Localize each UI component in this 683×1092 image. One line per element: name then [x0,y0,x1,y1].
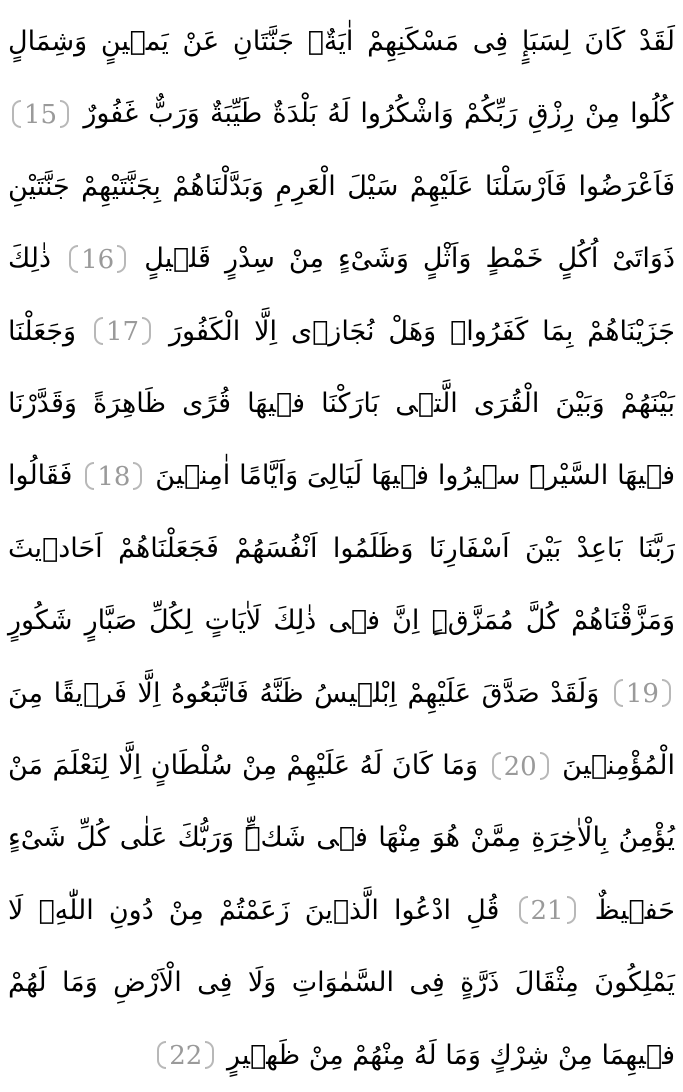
verse-number: 19 [625,679,659,710]
verse-text: قُلِ ادْعُوا الَّذٖينَ زَعَمْتُمْ مِنْ دُونِ اللّٰهِۚ لَا يَمْلِكُونَ مِثْقَالَ ذَرَّةٍ فِى السَّمٰوَاتِ وَلَا فِى الْاَرْضِ وَمَا لَهُمْ فٖيهِمَا مِنْ شِرْكٍ وَمَا لَهُ مِنْهُمْ مِنْ ظَهٖيرٍ [8,894,675,1071]
verse-number-ornament-icon [85,460,142,494]
verse-text: وَجَعَلْنَا بَيْنَهُمْ وَبَيْنَ الْقُرَى الَّتٖى بَارَكْنَا فٖيهَا قُرًى ظَاهِرَةً وَقَدَّرْنَا فٖيهَا السَّيْرَۜ سٖيرُوا فٖيهَا لَيَالِىَ وَاَيَّامًا اٰمِنٖينَ [8,315,675,492]
verse-number: 17 [105,317,140,348]
verse-text-block [8,6,675,1092]
verse-text: لَقَدْ كَانَ لِسَبَإٍ فِى مَسْكَنِهِمْ اٰيَةٌۚ جَنَّتَانِ عَنْ يَمٖينٍ وَشِمَالٍ كُلُوا مِنْ رِزْقِ رَبِّكُمْ وَاشْكُرُوا لَهُ بَلْدَةٌ طَيِّبَةٌ وَرَبٌّ غَفُورٌ [8,26,675,130]
verse-text: وَلَقَدْ صَدَّقَ عَلَيْهِمْ اِبْلٖيسُ ظَنَّهُ فَاتَّبَعُوهُ اِلَّا فَرٖيقًا مِنَ الْمُؤْمِنٖينَ [8,677,675,782]
verse-number: 15 [24,99,58,130]
verse-text: فَقَالُوا رَبَّنَا بَاعِدْ بَيْنَ اَسْفَارِنَا وَظَلَمُوا اَنْفُسَهُمْ فَجَعَلْنَاهُمْ اَحَادٖيثَ وَمَزَّقْنَاهُمْ كُلَّ مُمَزَّقٍۜ اِنَّ فٖى ذٰلِكَ لَاٰيَاتٍ لِكُلِّ صَبَّارٍ شَكُورٍ [8,460,675,637]
verse-number: 21 [530,896,564,927]
verse-16 [8,171,675,274]
verse-number-ornament-icon [492,750,549,784]
verse-number-ornament-icon [519,894,576,928]
verse-number: 22 [169,1041,203,1072]
verse-number-ornament-icon [157,1039,214,1073]
verse-number: 16 [81,244,115,275]
verse-number-ornament-icon [94,315,151,349]
verse-number-ornament-icon [69,243,126,277]
verse-number-ornament-icon [12,98,69,132]
verse-number-ornament-icon [614,677,671,711]
verse-text: وَمَا كَانَ لَهُ عَلَيْهِمْ مِنْ سُلْطَانٍ اِلَّا لِنَعْلَمَ مَنْ يُؤْمِنُ بِالْاٰخِرَةِ مِمَّنْ هُوَ مِنْهَا فٖى شَكٍّۜ وَرَبُّكَ عَلٰى كُلِّ شَىْءٍ حَفٖيظٌ [8,750,675,926]
verse-number: 20 [503,751,537,782]
verse-15 [8,26,675,129]
verse-number: 18 [97,461,131,492]
verse-text: فَاَعْرَضُوا فَاَرْسَلْنَا عَلَيْهِمْ سَيْلَ الْعَرِمِ وَبَدَّلْنَاهُمْ بِجَنَّتَيْهِمْ جَنَّتَيْنِ ذَوَاتَىْ اُكُلٍ خَمْطٍ وَاَثْلٍ وَشَىْءٍ مِنْ سِدْرٍ قَلٖيلٍ [8,170,675,275]
verse-text: ذٰلِكَ جَزَيْنَاهُمْ بِمَا كَفَرُواۜ وَهَلْ نُجَازٖى اِلَّا الْكَفُورَ [8,243,675,347]
verse-19 [8,460,675,708]
